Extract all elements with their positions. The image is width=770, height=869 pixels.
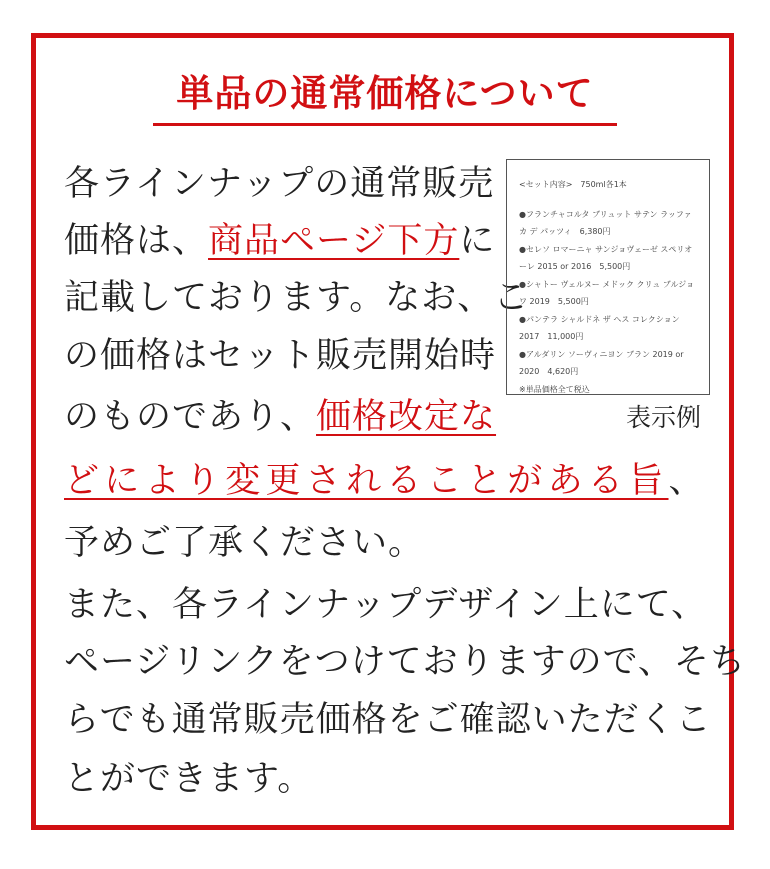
product-page-link[interactable]: 商品ページ下方	[208, 221, 460, 261]
body-line-9: ページリンクをつけておりますので、そち	[64, 642, 746, 682]
example-item: ●セレソ ロマーニャ サンジョヴェーゼ スペリオーレ 2015 or 2016 5,500円	[519, 244, 693, 271]
body-line-11: とができます。	[64, 759, 314, 799]
price-change-notice: 価格改定な	[316, 397, 497, 437]
body-line-3: 記載しております。なお、こ	[64, 278, 530, 318]
body-text: 価格は、	[64, 221, 209, 261]
example-caption: 表示例	[626, 403, 702, 432]
body-line-7: 予めご了承ください。	[64, 523, 425, 563]
example-note: ※単品価格全て税込	[519, 384, 590, 394]
body-text: 、	[668, 461, 709, 501]
price-change-notice-cont: どにより変更されることがある旨	[64, 461, 669, 501]
example-item: ●アルダリン ソーヴィニヨン ブラン 2019 or 2020 4,620円	[519, 349, 684, 376]
page-title: 単品の通常価格について	[153, 66, 617, 126]
example-item: ●パンテラ シャルドネ ザ ヘス コレクション 2017 11,000円	[519, 314, 680, 341]
body-line-2	[64, 217, 495, 265]
body-line-6	[64, 457, 709, 505]
body-text: のものであり、	[64, 397, 317, 437]
body-line-1: 各ラインナップの通常販売	[64, 164, 495, 204]
example-item: ●フランチャコルタ ブリュット サテン ラッファ カ デ パッツィ 6,380円	[519, 209, 692, 236]
example-item: ●シャトー ヴェルヌー メドック クリュ ブルジョワ 2019 5,500円	[519, 279, 695, 306]
body-line-5	[64, 393, 496, 441]
example-header: <セット内容> 750ml各1本	[519, 180, 627, 189]
body-line-8: また、各ラインナップデザイン上にて、	[64, 585, 708, 625]
body-text: に	[459, 221, 496, 261]
price-display-example	[506, 159, 710, 395]
body-line-10: らでも通常販売価格をご確認いただくこ	[64, 700, 712, 740]
body-line-4: の価格はセット販売開始時	[64, 336, 497, 376]
